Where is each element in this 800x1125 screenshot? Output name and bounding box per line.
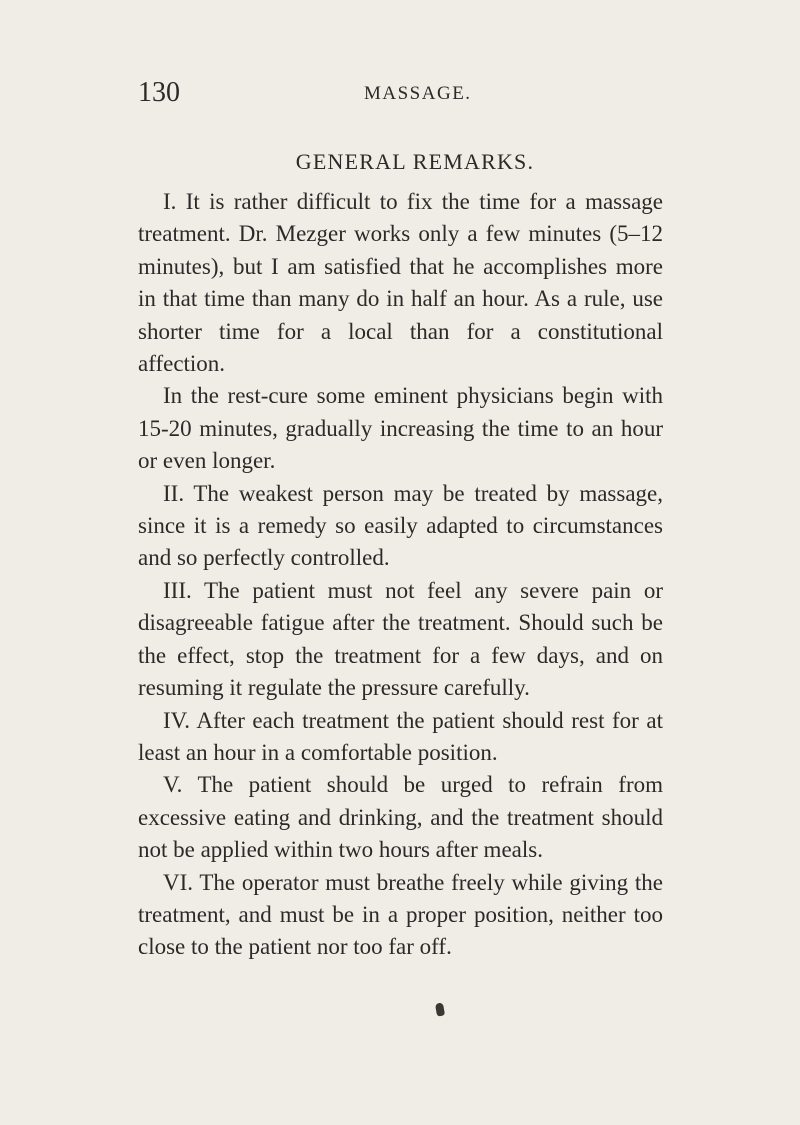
paragraph-4: III. The patient must not feel any severe pain or disagreeable fatigue after the treatment. Should such be the effect, stop the treatment for a few days, and on resuming it regulate the pressure carefully.: [138, 577, 663, 701]
paragraph-1: I. It is rather difficult to fix the time for a massage treatment. Dr. Mezger works only a few minutes (5–12 minutes), but I am satisfied that he accomplishes more in that time than many do in half an hour. As a rule, use shorter time for a local than for a constitutional affection.: [138, 189, 663, 377]
paragraph-2: In the rest-cure some eminent physicians begin with 15-20 minutes, gradually increasing the time to an hour or even longer.: [138, 383, 663, 474]
paragraph-6: V. The patient should be urged to refrain from excessive eating and drinking, and the treatment should not be applied within two hours after meals.: [138, 772, 663, 863]
ink-mark: [435, 1002, 445, 1016]
page-number: 130: [138, 77, 180, 108]
section-heading: GENERAL REMARKS.: [295, 149, 535, 174]
running-title: MASSAGE.: [364, 83, 472, 104]
paragraph-3: II. The weakest person may be treated by massage, since it is a remedy so easily adapted to circumstances and so perfectly controlled.: [138, 480, 663, 571]
running-head: [138, 78, 663, 108]
body-text: [138, 186, 663, 964]
paragraph-5: IV. After each treatment the patient should rest for at least an hour in a comfortable position.: [138, 707, 663, 765]
paragraph-7: VI. The operator must breathe freely while giving the treatment, and must be in a proper position, neither too close to the patient nor too far off.: [138, 869, 663, 960]
